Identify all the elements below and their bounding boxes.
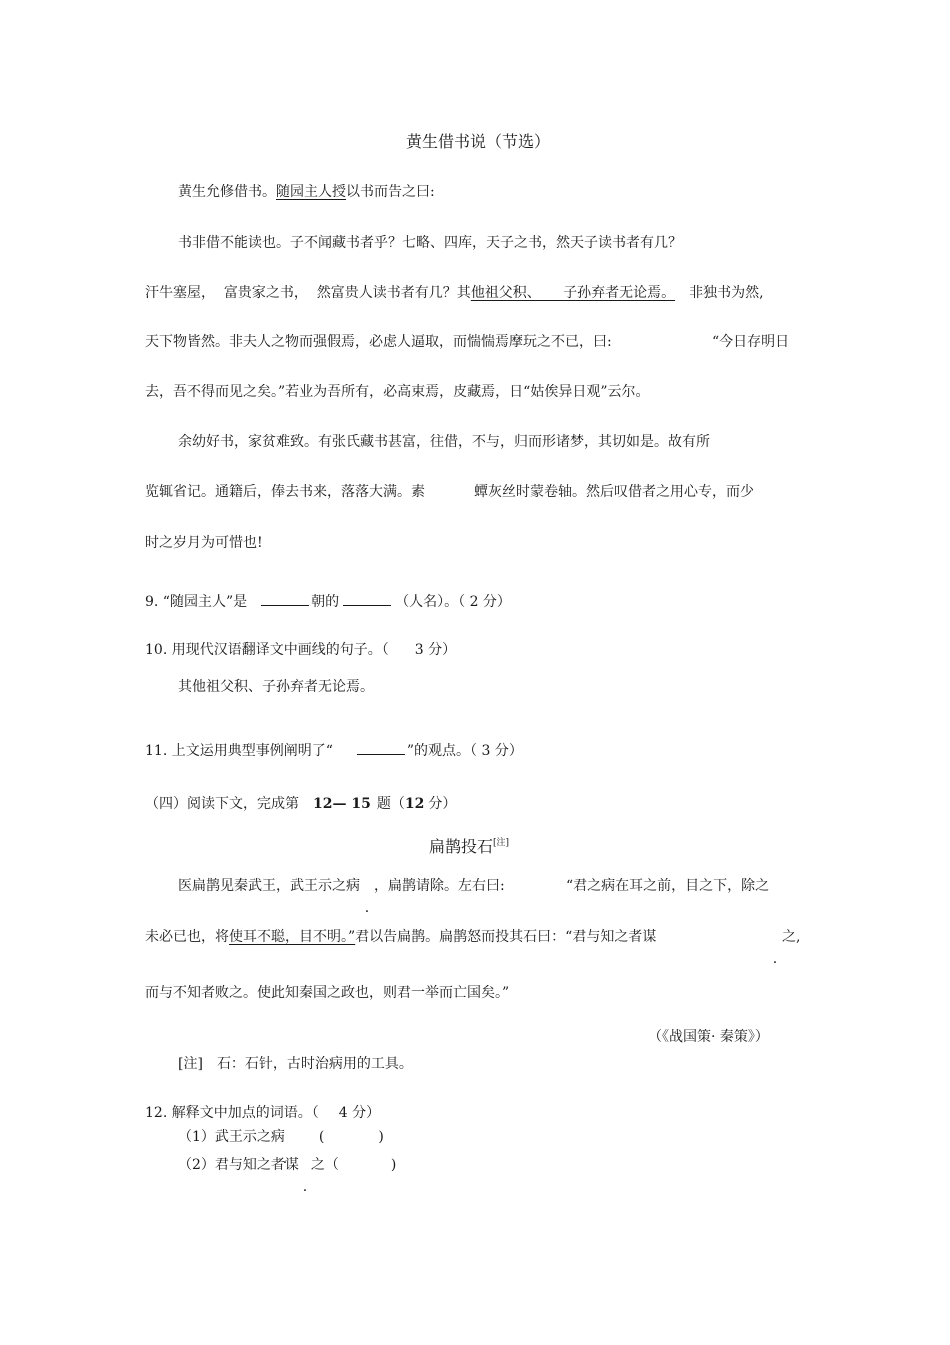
paragraph-line-end: 之,: [782, 929, 801, 945]
paragraph-line: 余幼好书，家贫难致。有张氏藏书甚富，往借，不与，归而形诸梦，其切如是。故有所: [178, 434, 710, 450]
question-10-sentence: 其他祖父积、子孙弃者无论焉。: [178, 679, 374, 695]
source-citation: （《战国策· 秦策》）: [648, 1029, 769, 1045]
paragraph-line: 医扁鹊见秦武王，武王示之病 ，扁鹊请除。左右曰:: [178, 878, 505, 894]
note-marker: [注]: [493, 838, 510, 848]
paragraph-line: 黄生允修借书。随园主人授以书而告之曰:: [178, 184, 435, 200]
paragraph-line: 书非借不能读也。子不闻藏书者乎？七略、四库，天子之书，然天子读书者有几？: [178, 235, 682, 251]
question-12: 12. 解释文中加点的词语。（ 4 分）: [145, 1105, 381, 1121]
paragraph-line-end: “今日存明日: [712, 334, 790, 350]
paragraph-line: 而与不知者败之。使此知秦国之政也，则君一举而亡国矣。”: [145, 985, 510, 1001]
question-12-item-1: （1）武王示之病 ( ): [178, 1129, 384, 1145]
answer-blank[interactable]: [357, 740, 405, 755]
question-9: 9. “随园主人”是 朝的 （人名）。（ 2 分）: [145, 591, 511, 612]
underlined-sentence: 他祖父积、 子孙弃者无论焉。: [470, 285, 676, 301]
question-11: 11. 上文运用典型事例阐明了“ ”的观点。（ 3 分）: [145, 740, 523, 761]
underlined-phrase: 随园主人授: [276, 184, 346, 200]
passage-title: 黄生借书说（节选）: [406, 132, 551, 151]
passage-title: 扁鹊投石[注]: [429, 837, 510, 856]
paragraph-line: 天下物皆然。非夫人之物而强假焉，必虑人逼取，而惴惴焉摩玩之不已，曰:: [145, 334, 612, 350]
paragraph-line: 汗牛塞屋， 富贵家之书， 然富贵人读书者有几？其他祖父积、 子孙弃者无论焉。 非独书为然,: [145, 285, 764, 301]
question-10: 10. 用现代汉语翻译文中画线的句子。（ 3 分）: [145, 642, 457, 658]
underlined-sentence: 使耳不聪，目不明。”: [229, 929, 356, 945]
section-heading: （四）阅读下文，完成第 12— 15 题（12 分）: [145, 796, 457, 812]
answer-blank[interactable]: [261, 591, 309, 606]
paragraph-line-end: 蟫灰丝时蒙卷轴。然后叹借者之用心专，而少: [474, 484, 754, 500]
question-12-item-2: （2）君与知之者谋 之（ ): [178, 1157, 397, 1173]
paragraph-line: 去，吾不得而见之矣。”若业为吾所有，必高束焉，皮藏焉，日“姑俟异日观”云尔。: [145, 384, 650, 400]
paragraph-line: 时之岁月为可惜也!: [145, 535, 263, 551]
paragraph-line: 未必已也，将使耳不聪，目不明。”君以告扁鹊。扁鹊怒而投其石曰：“君与知之者谋: [145, 929, 657, 945]
footnote: [注] 石：石针，古时治病用的工具。: [178, 1056, 413, 1072]
paragraph-line: 览辄省记。通籍后，俸去书来，落落大满。素: [145, 484, 425, 500]
answer-blank[interactable]: [343, 591, 391, 606]
paragraph-line-end: “君之病在耳之前，目之下，除之: [566, 878, 770, 894]
